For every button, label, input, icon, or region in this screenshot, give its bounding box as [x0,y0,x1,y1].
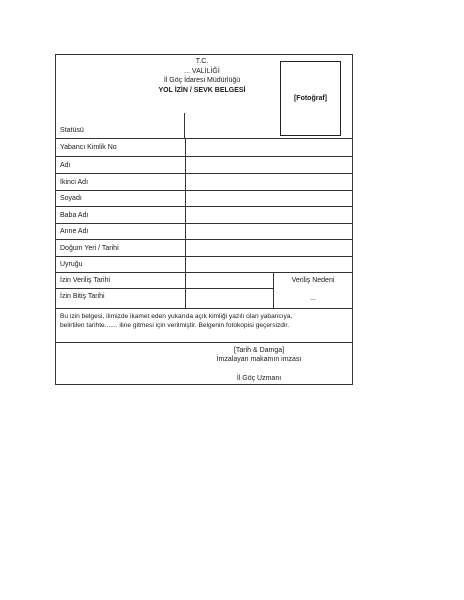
row-statusu [56,113,185,139]
row-adi[interactable] [56,157,352,174]
photo-box [280,61,341,136]
label-statusu: Statüsü [60,127,84,134]
signature-section [56,342,352,385]
row-soyadi[interactable] [56,191,352,207]
header-tc: T.C. [195,58,209,65]
row-baba-adi[interactable] [56,207,352,224]
label-uyrugu: Uyruğu [60,261,83,268]
header-governorship: ... VALİLİĞİ [184,67,220,75]
label-ikinci-adi: İkinci Adı [60,179,89,186]
date-stamp: [Tarih & Damga] [233,347,285,354]
label-soyadi: Soyadı [60,195,82,202]
header-text [140,57,264,95]
row-ikinci-adi[interactable] [56,174,352,191]
row-anne-adi[interactable] [56,224,352,240]
row-uyrugu[interactable] [56,257,352,273]
travel-permit-form [55,54,353,385]
label-verilis-nedeni: Veriliş Nedeni [291,277,335,284]
row-bitis-tarihi[interactable] [56,289,273,309]
signer-label: İmzalayan makamın imzası [216,356,302,363]
label-anne-adi: Anne Adı [60,228,89,235]
row-kimlik-no[interactable] [56,139,352,157]
label-adi: Adı [60,162,71,169]
label-baba-adi: Baba Adı [60,212,89,219]
document-title: YOL İZİN / SEVK BELGESİ [158,86,246,94]
label-kimlik-no: Yabancı Kimlik No [60,144,117,151]
note-line-1: Bu izin belgesi, ilimizde ikamet eden yukarıda açık kimliği yazılı olan yabancıya, [60,313,293,320]
row-dogum[interactable] [56,240,352,257]
validity-note [60,312,344,330]
header-directorate: İl Göç İdaresi Müdürlüğü [163,77,241,84]
row-verilis-tarihi[interactable] [56,273,273,289]
signer-title: İl Göç Uzmanı [236,375,282,382]
label-verilis-tarihi: İzin Veriliş Tarihi [60,277,111,284]
note-line-2: belirtilen tarihte....... iline gitmesi için verilmiştir. Belgenin fotokopisi geçersizdir. [60,322,290,329]
photo-label: [Fotoğraf] [293,95,328,102]
reason-cell[interactable] [274,273,352,309]
reason-value: ... [310,295,316,302]
label-dogum: Doğum Yeri / Tarihi [60,245,119,252]
label-bitis-tarihi: İzin Bitiş Tarihi [60,293,105,300]
